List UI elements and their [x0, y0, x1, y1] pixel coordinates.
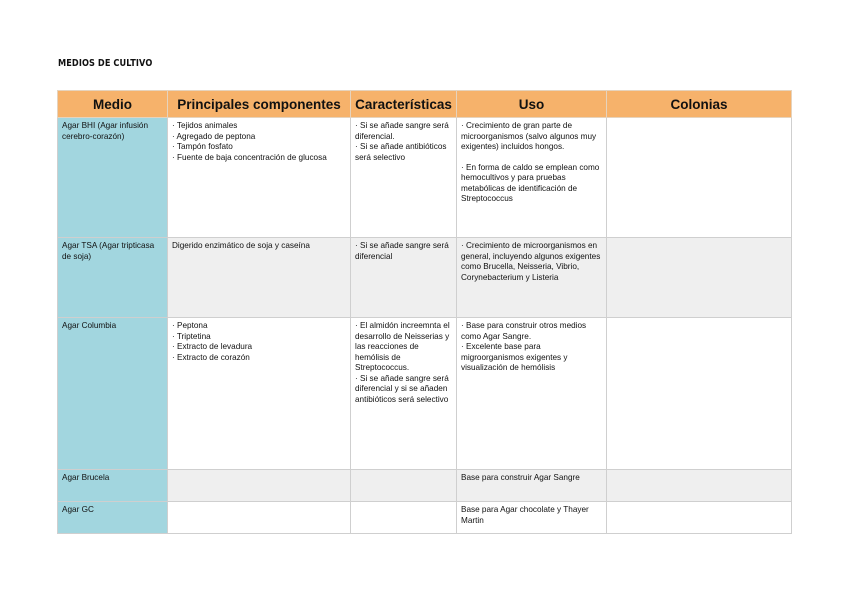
- uso-cell: [457, 118, 607, 238]
- componentes-cell: [168, 502, 351, 534]
- list-item: · Si se añade sangre será diferencial: [355, 241, 449, 261]
- list-item: · Peptona: [172, 321, 208, 330]
- caracteristicas-cell: [351, 470, 457, 502]
- header-componentes: Principales componentes: [168, 91, 351, 118]
- list-item: · Extracto de corazón: [172, 352, 250, 362]
- componentes-cell: [168, 118, 351, 238]
- list-item: · El almidón increemnta el desarrollo de Neisserias y las reacciones de hemólisis de Streptococcus.: [355, 321, 450, 372]
- uso-cell: [457, 318, 607, 470]
- list-item: · En forma de caldo se emplean como hemocultivos y para pruebas metabólicas de identificación de Streptococcus: [461, 162, 600, 203]
- medio-cell: Agar GC: [58, 502, 168, 534]
- list-item: · Extracto de levadura: [172, 342, 253, 351]
- medio-cell: Agar Brucela: [58, 470, 168, 502]
- table-header-row: [58, 91, 792, 118]
- uso-cell: [457, 238, 607, 318]
- componentes-cell: [168, 238, 351, 318]
- list-item: · Tejidos animales: [172, 121, 238, 130]
- list-item: · Crecimiento de microorganismos en general, incluyendo algunos exigentes como Brucella, Neisseria, Vibrio, Corynebacterium y Listeria: [461, 241, 601, 282]
- list-item: · Triptetina: [172, 331, 211, 341]
- colonias-cell: [607, 238, 792, 318]
- componentes-cell: [168, 470, 351, 502]
- header-medio: Medio: [58, 91, 168, 118]
- list-item: · Fuente de baja concentración de glucosa: [172, 152, 327, 162]
- list-item: Digerido enzimático de soja y caseína: [172, 241, 310, 250]
- list-item: · Si se añade sangre será diferencial.: [355, 121, 449, 141]
- colonias-cell: [607, 502, 792, 534]
- table-row: [58, 502, 792, 534]
- list-item: · Si se añade antibióticos será selectivo: [355, 142, 447, 162]
- header-caracteristicas: Características: [351, 91, 457, 118]
- list-item: · Tampón fosfato: [172, 142, 233, 151]
- table-row: [58, 118, 792, 238]
- table-row: [58, 238, 792, 318]
- table-row: [58, 318, 792, 470]
- colonias-cell: [607, 318, 792, 470]
- medio-cell: Agar TSA (Agar tripticasa de soja): [58, 238, 168, 318]
- header-colonias: Colonias: [607, 91, 792, 118]
- caracteristicas-cell: [351, 502, 457, 534]
- caracteristicas-cell: [351, 118, 457, 238]
- list-item: · Excelente base para migroorganismos exigentes y visualización de hemólisis: [461, 342, 568, 372]
- list-item: · Agregado de peptona: [172, 131, 256, 141]
- list-item: · Crecimiento de gran parte de microorganismos (salvo algunos muy exigentes) incluidos hongos.: [461, 121, 597, 151]
- uso-cell: [457, 470, 607, 502]
- list-item: · Si se añade sangre será diferencial y si se añaden antibióticos será selectivo: [355, 373, 449, 404]
- medio-cell: Agar BHI (Agar infusión cerebro-corazón): [58, 118, 168, 238]
- colonias-cell: [607, 118, 792, 238]
- table-row: [58, 470, 792, 502]
- list-item: Base para construir Agar Sangre: [461, 473, 580, 482]
- list-item: · Base para construir otros medios como Agar Sangre.: [461, 321, 587, 341]
- colonias-cell: [607, 470, 792, 502]
- medio-cell: Agar Columbia: [58, 318, 168, 470]
- header-uso: Uso: [457, 91, 607, 118]
- componentes-cell: [168, 318, 351, 470]
- page-title: MEDIOS DE CULTIVO: [58, 58, 153, 69]
- uso-cell: [457, 502, 607, 534]
- caracteristicas-cell: [351, 238, 457, 318]
- caracteristicas-cell: [351, 318, 457, 470]
- culture-media-table: [57, 90, 792, 534]
- list-item: Base para Agar chocolate y Thayer Martin: [461, 505, 589, 525]
